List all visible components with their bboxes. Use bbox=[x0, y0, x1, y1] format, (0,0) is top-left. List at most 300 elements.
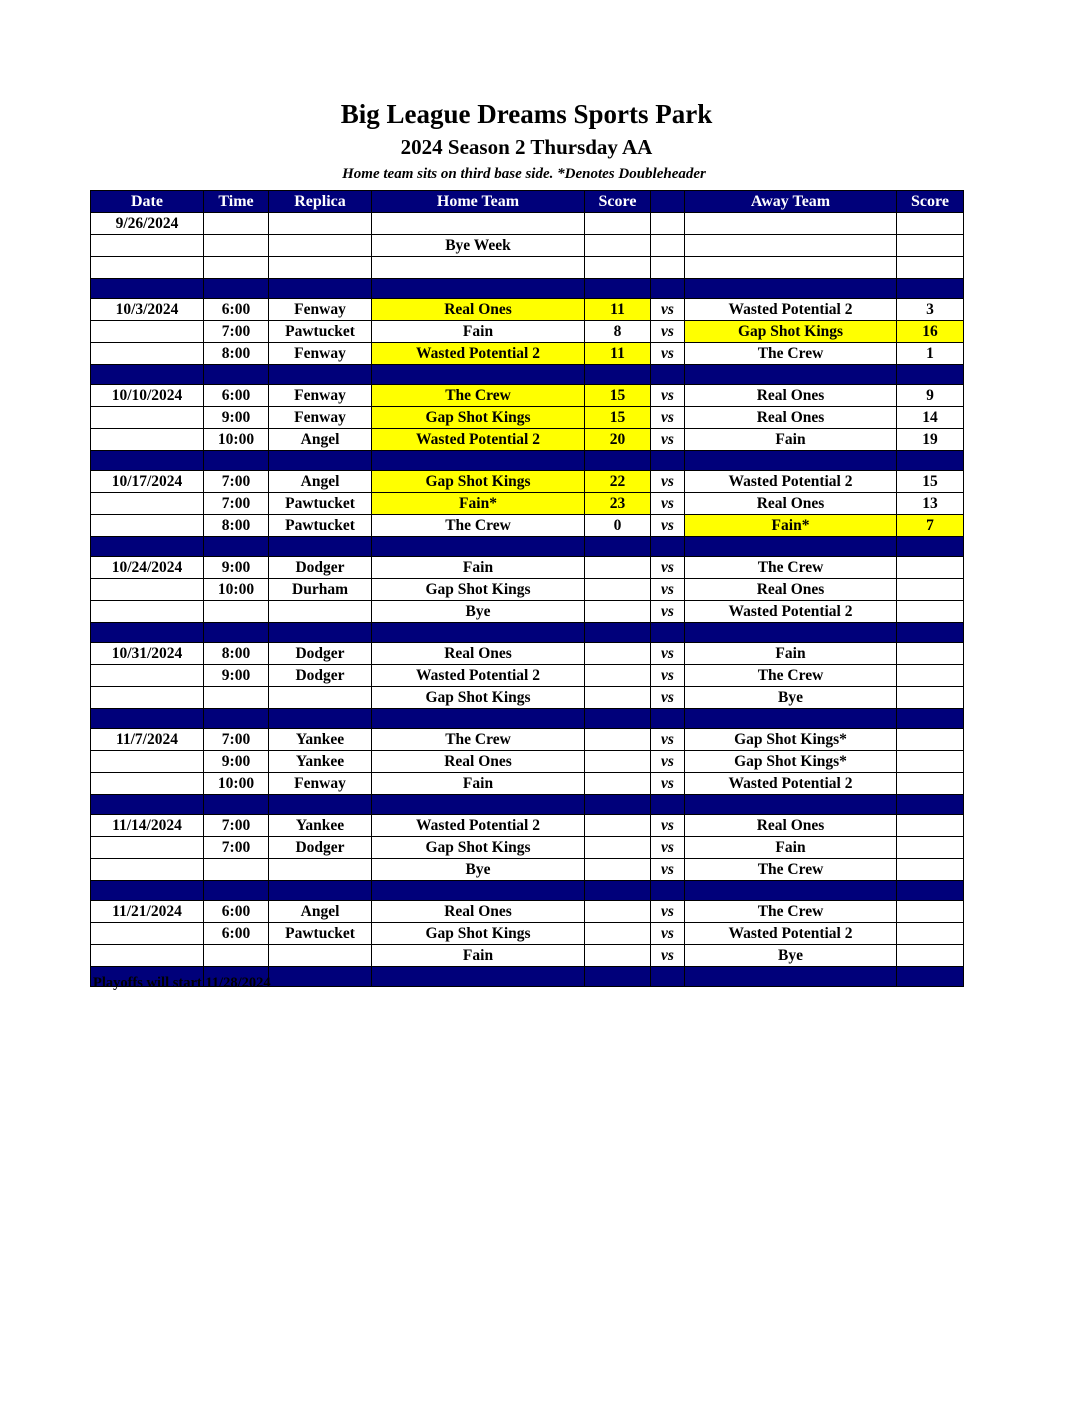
vs-cell: vs bbox=[651, 407, 685, 429]
home-score-cell bbox=[585, 213, 651, 235]
vs-cell: vs bbox=[651, 901, 685, 923]
separator-cell bbox=[651, 795, 685, 815]
playoffs-note: Playoffs will start 11/28/2024 bbox=[93, 975, 271, 991]
separator-cell bbox=[897, 365, 964, 385]
separator-cell bbox=[91, 795, 204, 815]
replica-cell: Durham bbox=[269, 579, 372, 601]
away-score-cell: 19 bbox=[897, 429, 964, 451]
date-cell bbox=[91, 773, 204, 795]
vs-cell: vs bbox=[651, 343, 685, 365]
away-team-cell: Real Ones bbox=[685, 407, 897, 429]
separator-cell bbox=[204, 881, 269, 901]
separator-cell bbox=[91, 279, 204, 299]
table-row bbox=[91, 751, 964, 773]
home-score-cell bbox=[585, 643, 651, 665]
separator-cell bbox=[269, 623, 372, 643]
time-cell bbox=[204, 859, 269, 881]
home-score-cell: 0 bbox=[585, 515, 651, 537]
separator-cell bbox=[651, 451, 685, 471]
separator-cell bbox=[372, 623, 585, 643]
away-score-cell bbox=[897, 665, 964, 687]
separator-cell bbox=[685, 451, 897, 471]
away-team-cell: Fain* bbox=[685, 515, 897, 537]
date-cell bbox=[91, 579, 204, 601]
separator-cell bbox=[372, 365, 585, 385]
separator-cell bbox=[91, 451, 204, 471]
away-score-cell bbox=[897, 213, 964, 235]
home-team-cell: Gap Shot Kings bbox=[372, 923, 585, 945]
home-score-cell bbox=[585, 579, 651, 601]
home-score-cell bbox=[585, 837, 651, 859]
away-score-cell: 1 bbox=[897, 343, 964, 365]
home-team-cell: Real Ones bbox=[372, 901, 585, 923]
separator-cell bbox=[651, 537, 685, 557]
replica-cell: Pawtucket bbox=[269, 493, 372, 515]
home-score-cell bbox=[585, 235, 651, 257]
separator-cell bbox=[91, 365, 204, 385]
table-row bbox=[91, 343, 964, 365]
home-team-cell: Fain* bbox=[372, 493, 585, 515]
separator-cell bbox=[269, 795, 372, 815]
table-row bbox=[91, 321, 964, 343]
away-team-cell: Fain bbox=[685, 837, 897, 859]
date-cell bbox=[91, 235, 204, 257]
date-cell: 11/7/2024 bbox=[91, 729, 204, 751]
separator-cell bbox=[372, 451, 585, 471]
home-team-cell: The Crew bbox=[372, 729, 585, 751]
week-separator-row bbox=[91, 279, 964, 299]
home-team-cell: Fain bbox=[372, 321, 585, 343]
separator-cell bbox=[897, 451, 964, 471]
away-score-cell: 16 bbox=[897, 321, 964, 343]
time-cell: 7:00 bbox=[204, 815, 269, 837]
week-separator-row bbox=[91, 365, 964, 385]
date-cell: 9/26/2024 bbox=[91, 213, 204, 235]
header-row bbox=[91, 191, 964, 213]
time-cell: 6:00 bbox=[204, 299, 269, 321]
table-row bbox=[91, 601, 964, 623]
date-cell: 10/3/2024 bbox=[91, 299, 204, 321]
separator-cell bbox=[651, 967, 685, 987]
date-cell: 10/10/2024 bbox=[91, 385, 204, 407]
week-separator-row bbox=[91, 881, 964, 901]
away-team-cell: Bye bbox=[685, 945, 897, 967]
separator-cell bbox=[585, 279, 651, 299]
away-score-cell bbox=[897, 837, 964, 859]
away-score-cell bbox=[897, 643, 964, 665]
date-cell: 11/21/2024 bbox=[91, 901, 204, 923]
separator-cell bbox=[685, 881, 897, 901]
away-team-cell: Fain bbox=[685, 429, 897, 451]
vs-cell: vs bbox=[651, 471, 685, 493]
away-score-cell: 9 bbox=[897, 385, 964, 407]
col-header-date: Date bbox=[91, 191, 204, 213]
separator-cell bbox=[372, 881, 585, 901]
separator-cell bbox=[897, 881, 964, 901]
separator-cell bbox=[269, 451, 372, 471]
separator-cell bbox=[204, 795, 269, 815]
away-score-cell bbox=[897, 687, 964, 709]
col-header-home-score: Score bbox=[585, 191, 651, 213]
date-cell bbox=[91, 665, 204, 687]
table-row bbox=[91, 729, 964, 751]
date-cell bbox=[91, 945, 204, 967]
home-team-cell: Wasted Potential 2 bbox=[372, 665, 585, 687]
vs-cell: vs bbox=[651, 923, 685, 945]
home-score-cell bbox=[585, 901, 651, 923]
home-team-cell: Gap Shot Kings bbox=[372, 687, 585, 709]
replica-cell: Angel bbox=[269, 471, 372, 493]
home-score-cell bbox=[585, 923, 651, 945]
date-cell bbox=[91, 429, 204, 451]
table-row bbox=[91, 815, 964, 837]
separator-cell bbox=[897, 623, 964, 643]
table-row bbox=[91, 471, 964, 493]
time-cell: 10:00 bbox=[204, 579, 269, 601]
home-score-cell bbox=[585, 729, 651, 751]
table-row bbox=[91, 859, 964, 881]
away-team-cell: Gap Shot Kings* bbox=[685, 751, 897, 773]
vs-cell bbox=[651, 235, 685, 257]
vs-cell: vs bbox=[651, 643, 685, 665]
away-team-cell: The Crew bbox=[685, 343, 897, 365]
time-cell bbox=[204, 235, 269, 257]
replica-cell: Fenway bbox=[269, 343, 372, 365]
home-score-cell bbox=[585, 601, 651, 623]
home-score-cell: 11 bbox=[585, 343, 651, 365]
home-team-cell: Gap Shot Kings bbox=[372, 837, 585, 859]
home-score-cell: 11 bbox=[585, 299, 651, 321]
separator-cell bbox=[897, 537, 964, 557]
away-score-cell bbox=[897, 235, 964, 257]
time-cell: 6:00 bbox=[204, 923, 269, 945]
away-team-cell: Wasted Potential 2 bbox=[685, 773, 897, 795]
away-team-cell: Wasted Potential 2 bbox=[685, 299, 897, 321]
week-separator-row bbox=[91, 709, 964, 729]
vs-cell bbox=[651, 257, 685, 279]
col-header-replica: Replica bbox=[269, 191, 372, 213]
home-team-cell: Bye bbox=[372, 601, 585, 623]
away-team-cell: Bye bbox=[685, 687, 897, 709]
time-cell: 9:00 bbox=[204, 665, 269, 687]
separator-cell bbox=[685, 623, 897, 643]
time-cell bbox=[204, 687, 269, 709]
separator-cell bbox=[685, 537, 897, 557]
col-header-time: Time bbox=[204, 191, 269, 213]
table-row bbox=[91, 901, 964, 923]
separator-cell bbox=[204, 537, 269, 557]
separator-cell bbox=[585, 537, 651, 557]
away-score-cell: 15 bbox=[897, 471, 964, 493]
away-score-cell: 14 bbox=[897, 407, 964, 429]
vs-cell: vs bbox=[651, 299, 685, 321]
time-cell: 7:00 bbox=[204, 493, 269, 515]
separator-cell bbox=[585, 623, 651, 643]
schedule-note: Home team sits on third base side. *Denotes Doubleheader bbox=[342, 166, 706, 182]
table-row bbox=[91, 665, 964, 687]
away-team-cell: Gap Shot Kings bbox=[685, 321, 897, 343]
away-score-cell bbox=[897, 557, 964, 579]
away-score-cell bbox=[897, 945, 964, 967]
time-cell: 8:00 bbox=[204, 643, 269, 665]
home-score-cell bbox=[585, 687, 651, 709]
replica-cell: Pawtucket bbox=[269, 515, 372, 537]
away-team-cell: Wasted Potential 2 bbox=[685, 471, 897, 493]
separator-cell bbox=[897, 967, 964, 987]
week-separator-row bbox=[91, 537, 964, 557]
vs-cell: vs bbox=[651, 601, 685, 623]
home-team-cell: Gap Shot Kings bbox=[372, 407, 585, 429]
time-cell: 8:00 bbox=[204, 343, 269, 365]
home-team-cell: The Crew bbox=[372, 515, 585, 537]
separator-cell bbox=[897, 709, 964, 729]
col-header-away-team: Away Team bbox=[685, 191, 897, 213]
away-score-cell bbox=[897, 751, 964, 773]
separator-cell bbox=[585, 709, 651, 729]
separator-cell bbox=[269, 279, 372, 299]
replica-cell: Yankee bbox=[269, 815, 372, 837]
replica-cell: Fenway bbox=[269, 385, 372, 407]
separator-cell bbox=[897, 795, 964, 815]
replica-cell bbox=[269, 945, 372, 967]
home-score-cell: 20 bbox=[585, 429, 651, 451]
replica-cell: Dodger bbox=[269, 643, 372, 665]
home-team-cell: Wasted Potential 2 bbox=[372, 429, 585, 451]
time-cell: 7:00 bbox=[204, 729, 269, 751]
time-cell: 6:00 bbox=[204, 901, 269, 923]
vs-cell: vs bbox=[651, 859, 685, 881]
separator-cell bbox=[91, 623, 204, 643]
replica-cell bbox=[269, 687, 372, 709]
separator-cell bbox=[204, 623, 269, 643]
home-score-cell: 15 bbox=[585, 407, 651, 429]
vs-cell: vs bbox=[651, 773, 685, 795]
home-score-cell bbox=[585, 665, 651, 687]
date-cell: 10/17/2024 bbox=[91, 471, 204, 493]
table-row bbox=[91, 385, 964, 407]
home-team-cell: The Crew bbox=[372, 385, 585, 407]
time-cell bbox=[204, 601, 269, 623]
separator-cell bbox=[372, 537, 585, 557]
time-cell: 9:00 bbox=[204, 407, 269, 429]
table-row bbox=[91, 299, 964, 321]
vs-cell: vs bbox=[651, 557, 685, 579]
home-team-cell: Gap Shot Kings bbox=[372, 471, 585, 493]
replica-cell: Dodger bbox=[269, 837, 372, 859]
home-score-cell: 22 bbox=[585, 471, 651, 493]
home-team-cell bbox=[372, 257, 585, 279]
page-subtitle: 2024 Season 2 Thursday AA bbox=[400, 135, 653, 159]
time-cell: 10:00 bbox=[204, 773, 269, 795]
home-team-cell: Real Ones bbox=[372, 299, 585, 321]
vs-cell: vs bbox=[651, 729, 685, 751]
home-score-cell: 23 bbox=[585, 493, 651, 515]
home-team-cell: Fain bbox=[372, 557, 585, 579]
date-cell: 10/24/2024 bbox=[91, 557, 204, 579]
replica-cell: Angel bbox=[269, 901, 372, 923]
separator-cell bbox=[372, 967, 585, 987]
vs-cell bbox=[651, 213, 685, 235]
time-cell bbox=[204, 945, 269, 967]
separator-cell bbox=[269, 365, 372, 385]
vs-cell: vs bbox=[651, 515, 685, 537]
vs-cell: vs bbox=[651, 665, 685, 687]
away-team-cell: Real Ones bbox=[685, 385, 897, 407]
page-title: Big League Dreams Sports Park bbox=[340, 99, 713, 129]
table-row bbox=[91, 257, 964, 279]
date-cell bbox=[91, 321, 204, 343]
away-score-cell bbox=[897, 859, 964, 881]
date-cell bbox=[91, 923, 204, 945]
schedule-body bbox=[91, 213, 964, 987]
separator-cell bbox=[585, 967, 651, 987]
separator-cell bbox=[651, 709, 685, 729]
week-separator-row bbox=[91, 451, 964, 471]
away-team-cell bbox=[685, 257, 897, 279]
separator-cell bbox=[204, 365, 269, 385]
away-team-cell: Fain bbox=[685, 643, 897, 665]
away-score-cell bbox=[897, 773, 964, 795]
separator-cell bbox=[204, 709, 269, 729]
vs-cell: vs bbox=[651, 687, 685, 709]
separator-cell bbox=[897, 279, 964, 299]
replica-cell: Fenway bbox=[269, 299, 372, 321]
col-header-home-team: Home Team bbox=[372, 191, 585, 213]
replica-cell bbox=[269, 601, 372, 623]
replica-cell: Dodger bbox=[269, 665, 372, 687]
schedule-table bbox=[90, 190, 964, 987]
home-score-cell bbox=[585, 557, 651, 579]
away-score-cell bbox=[897, 729, 964, 751]
time-cell: 6:00 bbox=[204, 385, 269, 407]
away-score-cell bbox=[897, 579, 964, 601]
separator-cell bbox=[585, 365, 651, 385]
date-cell bbox=[91, 751, 204, 773]
table-row bbox=[91, 407, 964, 429]
away-team-cell bbox=[685, 235, 897, 257]
vs-cell: vs bbox=[651, 385, 685, 407]
separator-cell bbox=[651, 623, 685, 643]
vs-cell: vs bbox=[651, 945, 685, 967]
date-cell: 11/14/2024 bbox=[91, 815, 204, 837]
date-cell: 10/31/2024 bbox=[91, 643, 204, 665]
separator-cell bbox=[91, 881, 204, 901]
time-cell: 8:00 bbox=[204, 515, 269, 537]
away-team-cell: Real Ones bbox=[685, 579, 897, 601]
separator-cell bbox=[372, 709, 585, 729]
date-cell bbox=[91, 859, 204, 881]
separator-cell bbox=[585, 451, 651, 471]
col-header-vs bbox=[651, 191, 685, 213]
time-cell: 7:00 bbox=[204, 471, 269, 493]
separator-cell bbox=[585, 881, 651, 901]
away-team-cell: Wasted Potential 2 bbox=[685, 601, 897, 623]
away-score-cell bbox=[897, 257, 964, 279]
away-team-cell: The Crew bbox=[685, 665, 897, 687]
home-team-cell: Bye Week bbox=[372, 235, 585, 257]
table-row bbox=[91, 579, 964, 601]
table-row bbox=[91, 515, 964, 537]
away-team-cell: Real Ones bbox=[685, 493, 897, 515]
separator-cell bbox=[91, 537, 204, 557]
away-team-cell: The Crew bbox=[685, 557, 897, 579]
home-team-cell: Real Ones bbox=[372, 643, 585, 665]
time-cell: 10:00 bbox=[204, 429, 269, 451]
table-row bbox=[91, 213, 964, 235]
date-cell bbox=[91, 601, 204, 623]
home-team-cell: Bye bbox=[372, 859, 585, 881]
time-cell bbox=[204, 257, 269, 279]
table-row bbox=[91, 945, 964, 967]
away-score-cell: 13 bbox=[897, 493, 964, 515]
table-row bbox=[91, 429, 964, 451]
away-team-cell: The Crew bbox=[685, 901, 897, 923]
date-cell bbox=[91, 407, 204, 429]
separator-cell bbox=[91, 709, 204, 729]
vs-cell: vs bbox=[651, 321, 685, 343]
replica-cell: Fenway bbox=[269, 773, 372, 795]
time-cell: 7:00 bbox=[204, 321, 269, 343]
separator-cell bbox=[269, 967, 372, 987]
separator-cell bbox=[651, 279, 685, 299]
replica-cell: Dodger bbox=[269, 557, 372, 579]
vs-cell: vs bbox=[651, 493, 685, 515]
vs-cell: vs bbox=[651, 815, 685, 837]
date-cell bbox=[91, 837, 204, 859]
date-cell bbox=[91, 515, 204, 537]
replica-cell: Yankee bbox=[269, 751, 372, 773]
away-score-cell: 7 bbox=[897, 515, 964, 537]
table-row bbox=[91, 687, 964, 709]
replica-cell: Angel bbox=[269, 429, 372, 451]
table-row bbox=[91, 643, 964, 665]
time-cell: 9:00 bbox=[204, 557, 269, 579]
date-cell bbox=[91, 257, 204, 279]
home-score-cell: 15 bbox=[585, 385, 651, 407]
replica-cell: Pawtucket bbox=[269, 321, 372, 343]
vs-cell: vs bbox=[651, 579, 685, 601]
separator-cell bbox=[685, 795, 897, 815]
date-cell bbox=[91, 493, 204, 515]
home-score-cell bbox=[585, 751, 651, 773]
away-team-cell: Real Ones bbox=[685, 815, 897, 837]
home-score-cell bbox=[585, 859, 651, 881]
home-team-cell: Real Ones bbox=[372, 751, 585, 773]
replica-cell: Fenway bbox=[269, 407, 372, 429]
away-team-cell: The Crew bbox=[685, 859, 897, 881]
separator-cell bbox=[372, 795, 585, 815]
replica-cell bbox=[269, 257, 372, 279]
home-team-cell: Gap Shot Kings bbox=[372, 579, 585, 601]
vs-cell: vs bbox=[651, 429, 685, 451]
away-team-cell: Wasted Potential 2 bbox=[685, 923, 897, 945]
date-cell bbox=[91, 343, 204, 365]
away-score-cell bbox=[897, 601, 964, 623]
away-score-cell bbox=[897, 901, 964, 923]
time-cell bbox=[204, 213, 269, 235]
separator-cell bbox=[685, 967, 897, 987]
separator-cell bbox=[685, 365, 897, 385]
away-team-cell bbox=[685, 213, 897, 235]
away-score-cell bbox=[897, 923, 964, 945]
home-team-cell: Wasted Potential 2 bbox=[372, 815, 585, 837]
col-header-away-score: Score bbox=[897, 191, 964, 213]
table-row bbox=[91, 837, 964, 859]
table-row bbox=[91, 235, 964, 257]
home-score-cell bbox=[585, 257, 651, 279]
home-score-cell bbox=[585, 773, 651, 795]
separator-cell bbox=[685, 709, 897, 729]
